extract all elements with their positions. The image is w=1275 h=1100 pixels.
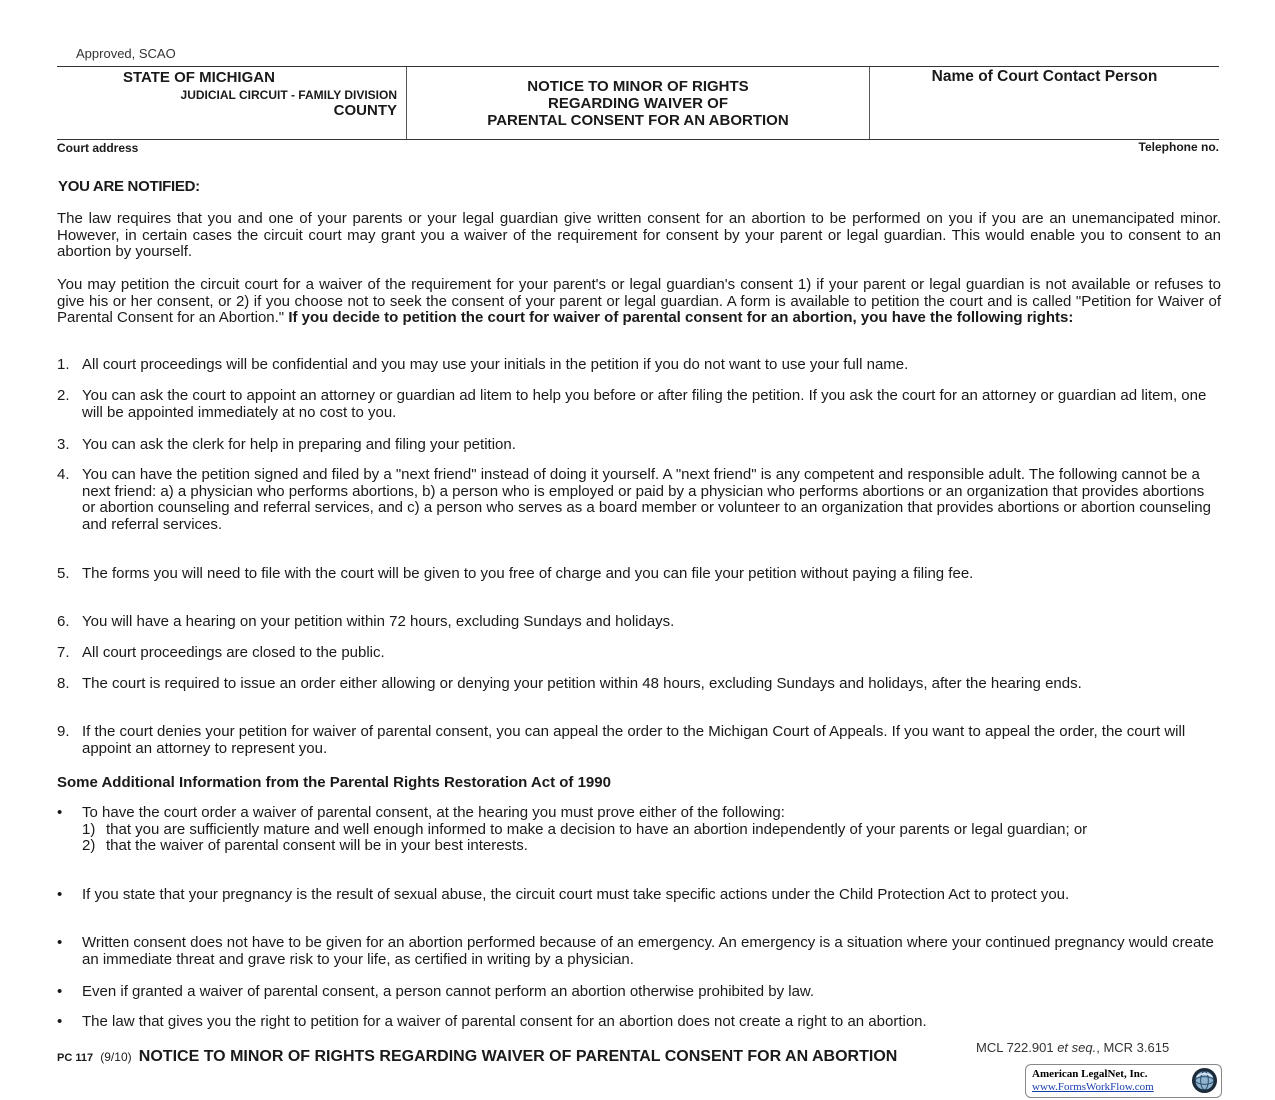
item-number: 7. [57, 644, 70, 661]
legalnet-badge[interactable] [1025, 1064, 1222, 1098]
petition-paragraph [57, 277, 1221, 327]
right-item [57, 388, 1221, 421]
citation-italic: et seq. [1057, 1040, 1097, 1055]
info-bullet [57, 887, 1221, 904]
item-number: 4. [57, 466, 70, 483]
bullet-text: Written consent does not have to be given for an abortion performed because of an emergency. An emergency is a situation where your continued pregnancy would create an immediate threat and grave risk to your life, as certified in writing by a physician. [82, 934, 1214, 968]
division-name: JUDICIAL CIRCUIT - FAMILY DIVISION [180, 88, 397, 102]
item-text: You can ask the clerk for help in preparing and filing your petition. [82, 436, 516, 453]
approved-label: Approved, SCAO [76, 46, 176, 61]
statute-citation [976, 1040, 1169, 1055]
globe-icon [1191, 1067, 1218, 1094]
right-item [57, 357, 1221, 374]
citation-suffix: , MCR 3.615 [1096, 1040, 1170, 1055]
right-item [57, 614, 1221, 631]
sub-item-text: that the waiver of parental consent will be in your best interests. [106, 837, 528, 854]
rights-lead-in: If you decide to petition the court for waiver of parental consent for an abortion, you have the following rights: [288, 309, 1074, 326]
item-number: 8. [57, 675, 70, 692]
sub-item [82, 822, 1221, 839]
item-text: You can have the petition signed and filed by a "next friend" instead of doing it yourself. A "next friend" is any competent and responsible adult. The following cannot be a next friend: a) a physician who performs abortions, b) a person who is employed or paid by a physician who performs abortions or an organization that provides abortions or abortion counseling and referral services, and c) a person who serves as a board member or volunteer to an organization that provides abortions or abortion counseling and referral services. [82, 466, 1211, 533]
form-code: PC 117 [57, 1052, 94, 1064]
item-text: You will have a hearing on your petition within 72 hours, excluding Sundays and holidays. [82, 613, 675, 630]
court-address-field[interactable]: Court address [57, 141, 139, 155]
right-item [57, 724, 1221, 757]
bullet-text: Even if granted a waiver of parental consent, a person cannot perform an abortion otherwise prohibited by law. [82, 983, 815, 1000]
info-bullet [57, 984, 1221, 1001]
bullet-text: If you state that your pregnancy is the result of sexual abuse, the circuit court must take specific actions under the Child Protection Act to protect you. [82, 886, 1070, 903]
sub-item-number: 2) [82, 837, 96, 854]
county-label: COUNTY [333, 102, 397, 119]
badge-link[interactable]: www.FormsWorkFlow.com [1032, 1081, 1154, 1093]
bullet-icon: • [57, 1013, 63, 1030]
bullet-icon: • [57, 983, 63, 1000]
header-divider-left [406, 67, 407, 139]
bullet-icon: • [57, 886, 63, 903]
right-item [57, 645, 1221, 662]
info-bullet [57, 1014, 1221, 1031]
form-footer [57, 1048, 897, 1066]
state-name: STATE OF MICHIGAN [123, 69, 275, 86]
bullet-text: To have the court order a waiver of parental consent, at the hearing you must prove either of the following: [82, 804, 785, 821]
intro-paragraph: The law requires that you and one of your parents or your legal guardian give written consent for an abortion to be performed on you if you are an unemancipated minor. However, in certain cases the circuit court may grant you a waiver of the requirement for consent by your parent or legal guardian. This would enable you to consent to an abortion by yourself. [57, 210, 1221, 260]
info-bullet [57, 805, 1221, 855]
bullet-text: The law that gives you the right to petition for a waiver of parental consent for an abortion does not create a right to an abortion. [82, 1013, 927, 1030]
sub-item [82, 838, 1221, 855]
sub-item-text: that you are sufficiently mature and well enough informed to make a decision to have an abortion independently of your parents or legal guardian; or [106, 820, 1088, 838]
citation-prefix: MCL 722.901 [976, 1040, 1058, 1055]
item-number: 3. [57, 436, 70, 453]
info-bullet [57, 935, 1221, 968]
form-title-line: REGARDING WAIVER OF [547, 95, 728, 112]
telephone-field[interactable]: Telephone no. [1138, 140, 1219, 154]
notified-heading: YOU ARE NOTIFIED: [58, 178, 200, 195]
badge-company: American LegalNet, Inc. [1032, 1068, 1148, 1080]
item-text: If the court denies your petition for waiver of parental consent, you can appeal the order to the Michigan Court of Appeals. If you want to appeal the order, the court will appoint an attorney to represent you. [82, 723, 1186, 757]
section-heading: Some Additional Information from the Parental Rights Restoration Act of 1990 [57, 774, 611, 791]
item-number: 6. [57, 613, 70, 630]
form-title-line: PARENTAL CONSENT FOR AN ABORTION [487, 112, 789, 129]
item-text: All court proceedings will be confidential and you may use your initials in the petition if you do not want to use your full name. [82, 356, 909, 373]
form-revision: (9/10) [100, 1050, 132, 1064]
right-item [57, 676, 1221, 693]
item-text: You can ask the court to appoint an attorney or guardian ad litem to help you before or after filing the petition. If you ask the court for an attorney or guardian ad litem, one will be appointed immediately at no cost to you. [82, 387, 1207, 421]
header-top-rule [57, 66, 1219, 67]
item-text: The court is required to issue an order either allowing or denying your petition within 48 hours, excluding Sundays and holidays, after the hearing ends. [82, 675, 1082, 692]
form-title [408, 78, 868, 129]
court-info [57, 69, 397, 119]
header-divider-right [869, 67, 870, 139]
sub-item-number: 1) [82, 820, 96, 838]
right-item [57, 437, 1221, 454]
form-title-line: NOTICE TO MINOR OF RIGHTS [527, 78, 749, 95]
header-bottom-rule [57, 139, 1219, 140]
bullet-icon: • [57, 934, 63, 951]
sub-list [57, 822, 1221, 855]
right-item [57, 467, 1221, 533]
item-text: The forms you will need to file with the court will be given to you free of charge and you can file your petition without paying a filing fee. [82, 565, 974, 582]
item-number: 1. [57, 356, 70, 373]
right-item [57, 566, 1221, 583]
item-number: 2. [57, 387, 70, 404]
footer-title: NOTICE TO MINOR OF RIGHTS REGARDING WAIVER OF PARENTAL CONSENT FOR AN ABORTION [138, 1048, 898, 1065]
bullet-icon: • [57, 804, 63, 821]
item-number: 9. [57, 723, 70, 740]
court-contact-field[interactable]: Name of Court Contact Person [931, 68, 1158, 85]
petition-paragraph-text: You may petition the circuit court for a waiver of the requirement for your parent's or legal guardian's consent 1) if your parent or legal guardian is not available or refuses to give his or her consent, or 2) if you choose not to seek the consent of your parent or legal guardian. A form is available to petition the court and is called "Petition for Waiver of Parental Consent for an Abortion." [57, 276, 1221, 326]
item-text: All court proceedings are closed to the public. [82, 644, 385, 661]
item-number: 5. [57, 565, 70, 582]
